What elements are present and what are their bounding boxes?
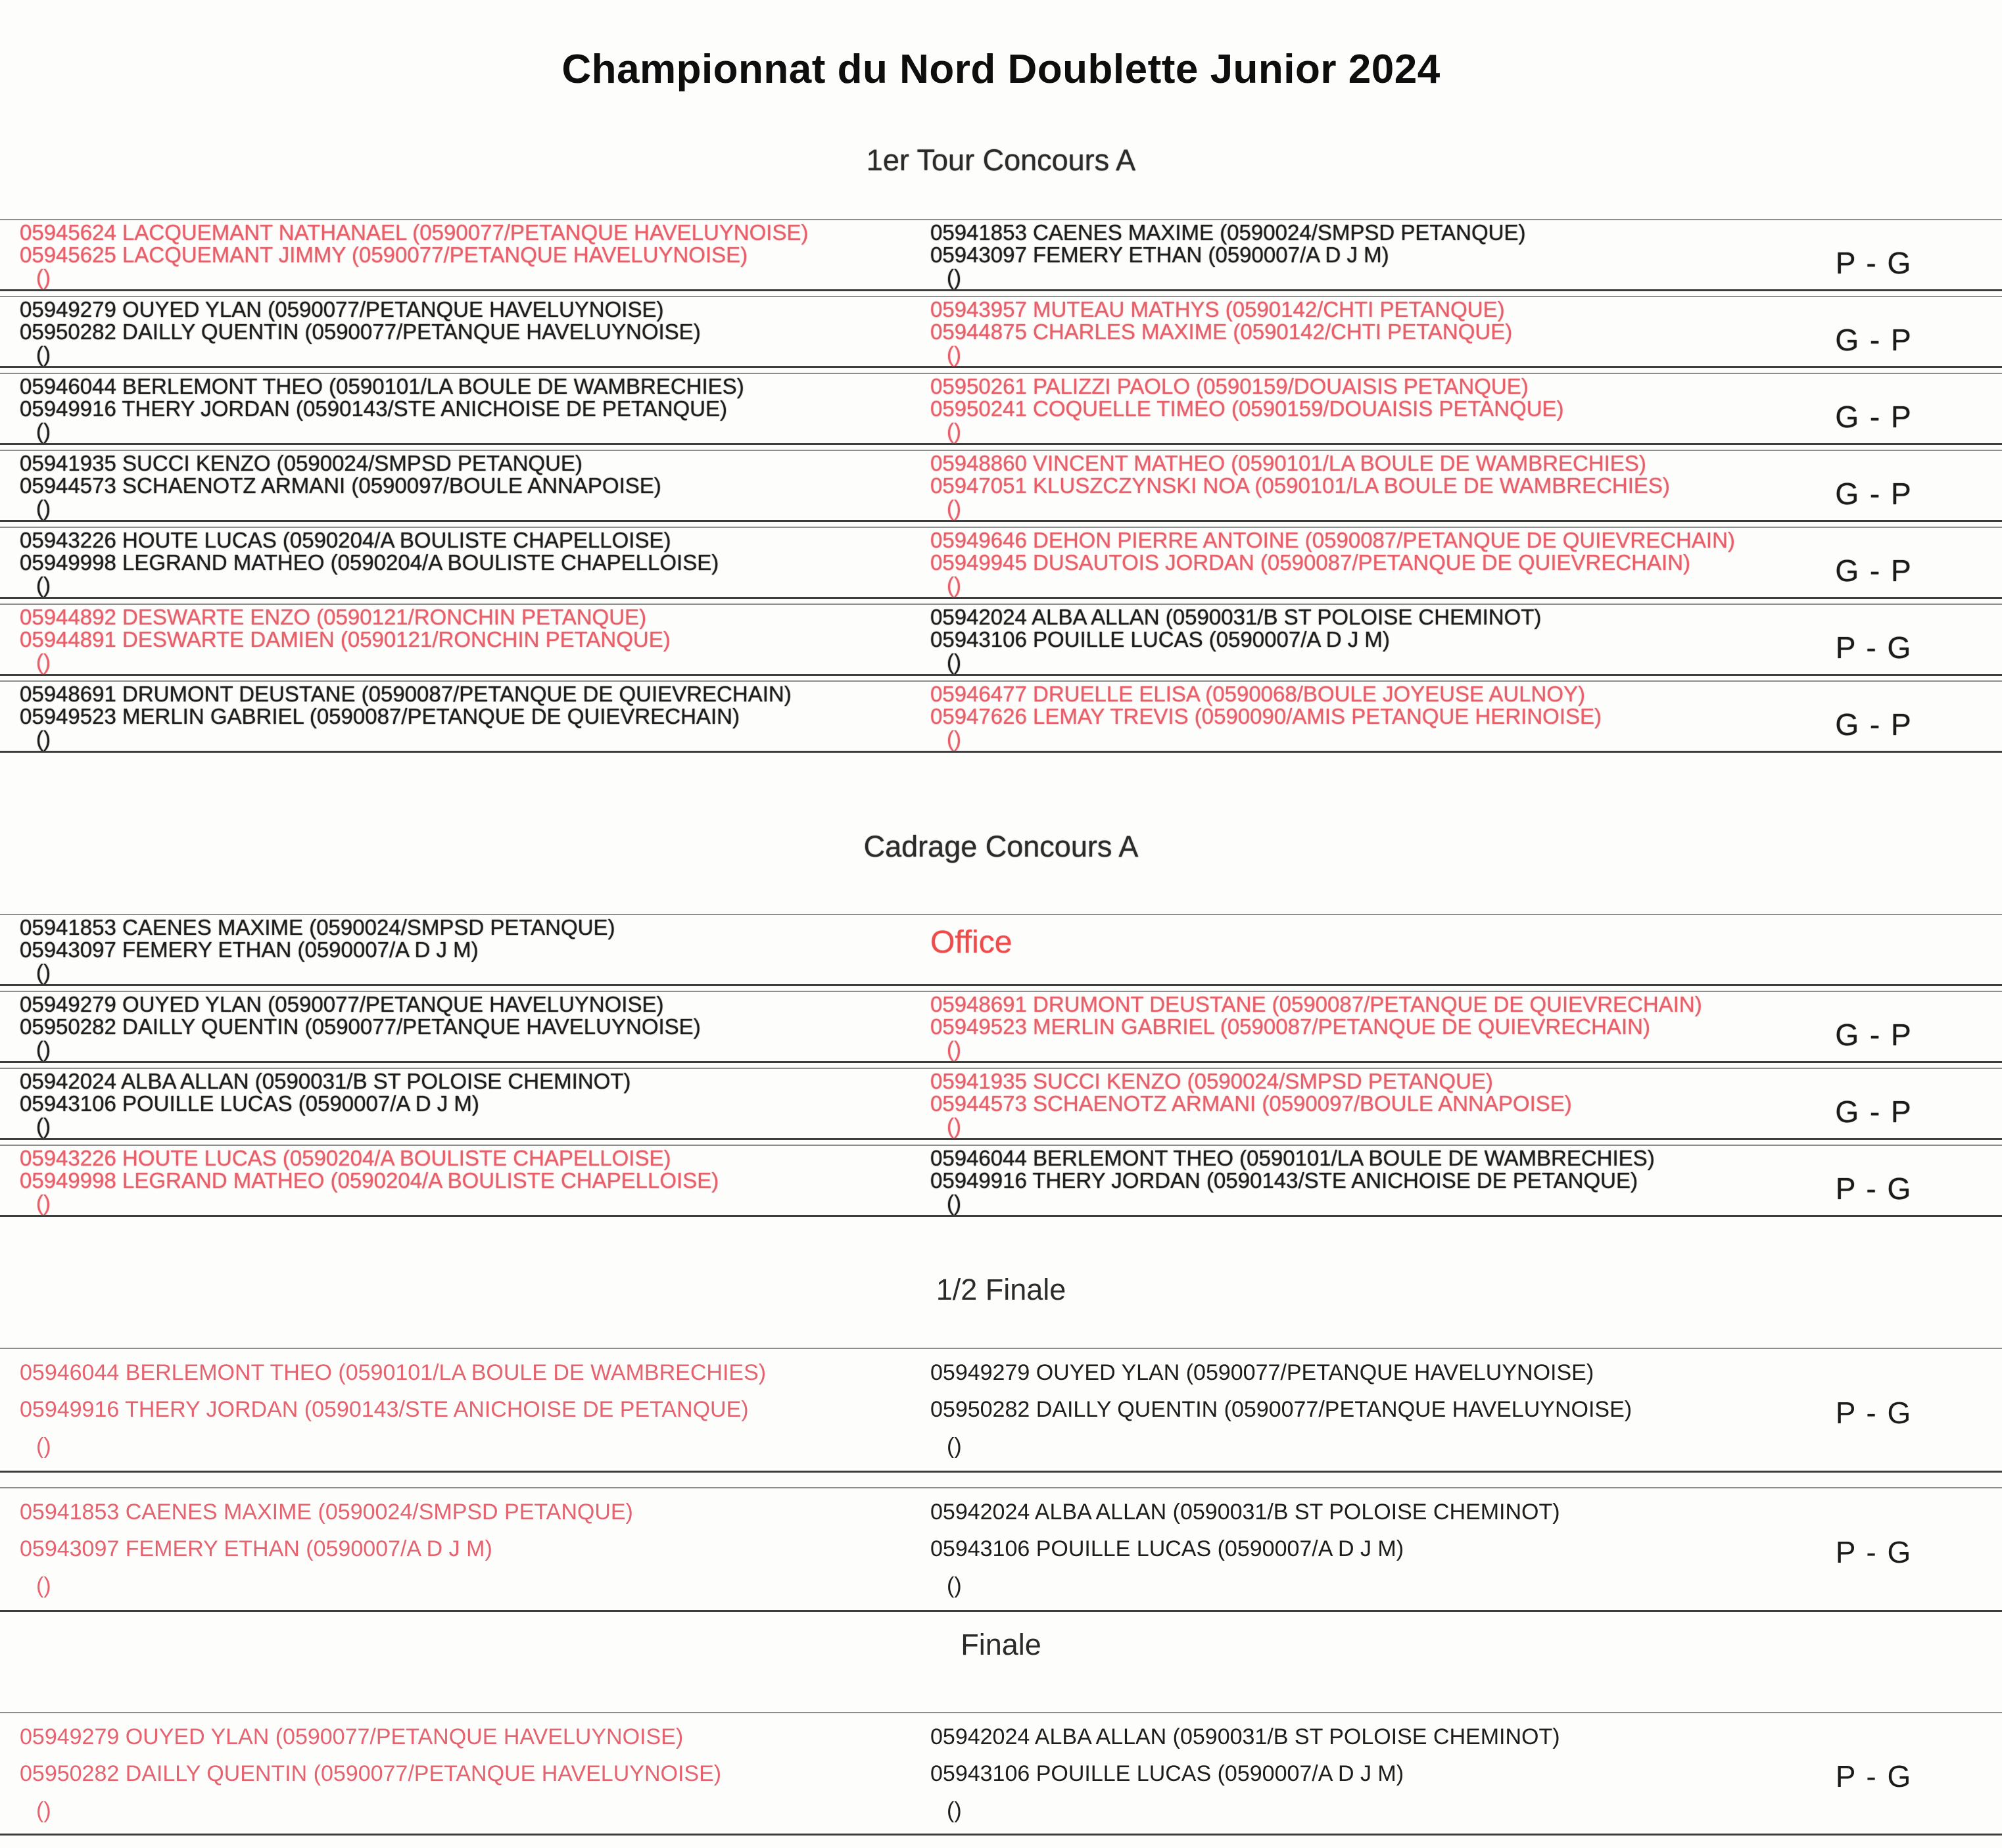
score-placeholder: () <box>947 342 961 366</box>
team-left <box>20 375 930 443</box>
player-line: 05942024 ALBA ALLAN (0590031/B ST POLOISE CHEMINOT) <box>930 605 1542 629</box>
team-right <box>930 529 1775 597</box>
player-line: 05946044 BERLEMONT THEO (0590101/LA BOULE DE WAMBRECHIES) <box>20 374 744 398</box>
score-placeholder: () <box>947 573 961 597</box>
team-right <box>930 993 1775 1061</box>
match-result: P - G <box>1835 1171 1913 1206</box>
player-line: 05946044 BERLEMONT THEO (0590101/LA BOULE DE WAMBRECHIES) <box>930 1146 1655 1170</box>
player-line: 05949646 DEHON PIERRE ANTOINE (0590087/PETANQUE DE QUIEVRECHAIN) <box>930 528 1735 552</box>
team-right <box>930 1718 1775 1834</box>
page-title: Championnat du Nord Doublette Junior 2024 <box>561 47 1441 92</box>
player-line: 05941935 SUCCI KENZO (0590024/SMPSD PETANQUE) <box>930 1069 1493 1093</box>
team-left <box>20 1070 930 1138</box>
team-right <box>930 1494 1775 1610</box>
match-row <box>0 680 2002 753</box>
player-line: 05949279 OUYED YLAN (0590077/PETANQUE HAVELUYNOISE) <box>930 1360 1594 1385</box>
score-placeholder: () <box>947 1114 961 1138</box>
player-line: 05944891 DESWARTE DAMIEN (0590121/RONCHIN PETANQUE) <box>20 627 671 652</box>
player-line: 05948691 DRUMONT DEUSTANE (0590087/PETANQUE DE QUIEVRECHAIN) <box>930 992 1702 1016</box>
team-right <box>930 222 1775 289</box>
player-line: 05943097 FEMERY ETHAN (0590007/A D J M) <box>930 243 1389 267</box>
score-placeholder: () <box>36 1114 51 1138</box>
score-placeholder: () <box>36 1037 51 1061</box>
score-placeholder: () <box>36 1191 51 1215</box>
match-row <box>0 296 2002 368</box>
score-placeholder: () <box>947 496 961 520</box>
match-row <box>0 527 2002 599</box>
score-placeholder: () <box>36 496 51 520</box>
player-line: 05942024 ALBA ALLAN (0590031/B ST POLOISE CHEMINOT) <box>930 1500 1560 1525</box>
team-right <box>930 298 1775 366</box>
player-line: 05943097 FEMERY ETHAN (0590007/A D J M) <box>20 1536 492 1561</box>
player-line: 05943106 POUILLE LUCAS (0590007/A D J M) <box>20 1091 479 1116</box>
player-line: 05949998 LEGRAND MATHEO (0590204/A BOULISTE CHAPELLOISE) <box>20 550 719 575</box>
player-line: 05949523 MERLIN GABRIEL (0590087/PETANQUE DE QUIEVRECHAIN) <box>930 1014 1650 1039</box>
match-result: P - G <box>1835 630 1913 665</box>
player-line: 05942024 ALBA ALLAN (0590031/B ST POLOISE CHEMINOT) <box>930 1724 1560 1749</box>
match-row <box>0 1712 2002 1836</box>
team-left <box>20 993 930 1061</box>
score-placeholder: () <box>947 1573 962 1598</box>
player-line: 05949523 MERLIN GABRIEL (0590087/PETANQUE DE QUIEVRECHAIN) <box>20 704 740 728</box>
player-line: 05948691 DRUMONT DEUSTANE (0590087/PETANQUE DE QUIEVRECHAIN) <box>20 682 792 706</box>
section-rows-demi-finale <box>0 1348 2002 1626</box>
team-right <box>930 916 1775 984</box>
team-right <box>930 683 1775 751</box>
score-placeholder: () <box>36 1573 51 1598</box>
score-placeholder: () <box>947 1434 962 1459</box>
player-line: 05946044 BERLEMONT THEO (0590101/LA BOULE DE WAMBRECHIES) <box>20 1360 767 1385</box>
office-label: Office <box>930 925 1013 960</box>
player-line: 05949279 OUYED YLAN (0590077/PETANQUE HAVELUYNOISE) <box>20 992 664 1016</box>
team-left <box>20 452 930 520</box>
section-heading-demi-finale: 1/2 Finale <box>936 1273 1066 1306</box>
player-line: 05942024 ALBA ALLAN (0590031/B ST POLOISE CHEMINOT) <box>20 1069 631 1093</box>
player-line: 05941853 CAENES MAXIME (0590024/SMPSD PETANQUE) <box>20 1500 633 1525</box>
team-right <box>930 452 1775 520</box>
team-right <box>930 375 1775 443</box>
score-placeholder: () <box>947 650 961 674</box>
score-placeholder: () <box>947 726 961 751</box>
section-rows-cadrage <box>0 914 2002 1221</box>
player-line: 05943226 HOUTE LUCAS (0590204/A BOULISTE CHAPELLOISE) <box>20 528 671 552</box>
match-row <box>0 1487 2002 1612</box>
team-right <box>930 1070 1775 1138</box>
match-result: G - P <box>1835 553 1913 588</box>
score-placeholder: () <box>36 726 51 751</box>
player-line: 05950241 COQUELLE TIMEO (0590159/DOUAISIS PETANQUE) <box>930 396 1564 421</box>
player-line: 05949916 THERY JORDAN (0590143/STE ANICHOISE DE PETANQUE) <box>20 396 727 421</box>
match-row <box>0 1348 2002 1473</box>
match-result: P - G <box>1835 1395 1913 1430</box>
player-line: 05950282 DAILLY QUENTIN (0590077/PETANQUE HAVELUYNOISE) <box>20 1014 701 1039</box>
score-placeholder: () <box>36 1434 51 1459</box>
match-result: G - P <box>1835 322 1913 357</box>
player-line: 05949916 THERY JORDAN (0590143/STE ANICHOISE DE PETANQUE) <box>20 1397 749 1422</box>
team-left <box>20 683 930 751</box>
score-placeholder: () <box>36 342 51 366</box>
score-placeholder: () <box>36 650 51 674</box>
score-placeholder: () <box>947 1798 962 1823</box>
player-line: 05941935 SUCCI KENZO (0590024/SMPSD PETANQUE) <box>20 451 583 475</box>
player-line: 05945625 LACQUEMANT JIMMY (0590077/PETANQUE HAVELUYNOISE) <box>20 243 748 267</box>
team-left <box>20 529 930 597</box>
player-line: 05949279 OUYED YLAN (0590077/PETANQUE HAVELUYNOISE) <box>20 1724 684 1749</box>
section-rows-finale <box>0 1712 2002 1848</box>
team-left <box>20 222 930 289</box>
player-line: 05943106 POUILLE LUCAS (0590007/A D J M) <box>930 627 1390 652</box>
match-row <box>0 450 2002 522</box>
team-right <box>930 606 1775 674</box>
player-line: 05941853 CAENES MAXIME (0590024/SMPSD PETANQUE) <box>930 220 1526 245</box>
player-line: 05950282 DAILLY QUENTIN (0590077/PETANQUE HAVELUYNOISE) <box>20 1761 722 1786</box>
team-left <box>20 1494 930 1610</box>
team-left <box>20 1354 930 1471</box>
player-line: 05941853 CAENES MAXIME (0590024/SMPSD PETANQUE) <box>20 915 615 939</box>
match-result: G - P <box>1835 1094 1913 1129</box>
match-result: P - G <box>1835 245 1913 280</box>
match-result: P - G <box>1835 1759 1913 1793</box>
team-left <box>20 606 930 674</box>
match-result: G - P <box>1835 399 1913 434</box>
team-left <box>20 298 930 366</box>
team-left <box>20 1147 930 1215</box>
player-line: 05946477 DRUELLE ELISA (0590068/BOULE JOYEUSE AULNOY) <box>930 682 1586 706</box>
player-line: 05944875 CHARLES MAXIME (0590142/CHTI PETANQUE) <box>930 320 1513 344</box>
score-placeholder: () <box>36 419 51 443</box>
score-placeholder: () <box>36 573 51 597</box>
team-left <box>20 916 930 984</box>
score-placeholder: () <box>947 265 961 289</box>
player-line: 05949279 OUYED YLAN (0590077/PETANQUE HAVELUYNOISE) <box>20 297 664 321</box>
player-line: 05950282 DAILLY QUENTIN (0590077/PETANQUE HAVELUYNOISE) <box>930 1397 1633 1422</box>
team-right <box>930 1147 1775 1215</box>
match-result: G - P <box>1835 476 1913 511</box>
match-row <box>0 373 2002 445</box>
player-line: 05950282 DAILLY QUENTIN (0590077/PETANQUE HAVELUYNOISE) <box>20 320 701 344</box>
score-placeholder: () <box>947 1191 961 1215</box>
player-line: 05949916 THERY JORDAN (0590143/STE ANICHOISE DE PETANQUE) <box>930 1168 1638 1193</box>
player-line: 05944573 SCHAENOTZ ARMANI (0590097/BOULE ANNAPOISE) <box>930 1091 1572 1116</box>
match-row <box>0 1145 2002 1217</box>
score-placeholder: () <box>36 265 51 289</box>
score-placeholder: () <box>947 419 961 443</box>
player-line: 05947626 LEMAY TREVIS (0590090/AMIS PETANQUE HERINOISE) <box>930 704 1602 728</box>
player-line: 05944892 DESWARTE ENZO (0590121/RONCHIN PETANQUE) <box>20 605 647 629</box>
match-row <box>0 604 2002 676</box>
match-row <box>0 1068 2002 1140</box>
score-placeholder: () <box>36 960 51 984</box>
section-rows-1er-tour <box>0 219 2002 757</box>
player-line: 05949998 LEGRAND MATHEO (0590204/A BOULISTE CHAPELLOISE) <box>20 1168 719 1193</box>
team-left <box>20 1718 930 1834</box>
player-line: 05944573 SCHAENOTZ ARMANI (0590097/BOULE ANNAPOISE) <box>20 473 661 498</box>
score-placeholder: () <box>947 1037 961 1061</box>
player-line: 05949945 DUSAUTOIS JORDAN (0590087/PETANQUE DE QUIEVRECHAIN) <box>930 550 1691 575</box>
match-result: G - P <box>1835 1017 1913 1052</box>
score-placeholder: () <box>36 1798 51 1823</box>
player-line: 05950261 PALIZZI PAOLO (0590159/DOUAISIS PETANQUE) <box>930 374 1529 398</box>
player-line: 05948860 VINCENT MATHEO (0590101/LA BOULE DE WAMBRECHIES) <box>930 451 1646 475</box>
match-row <box>0 219 2002 291</box>
player-line: 05945624 LACQUEMANT NATHANAEL (0590077/PETANQUE HAVELUYNOISE) <box>20 220 809 245</box>
match-row <box>0 991 2002 1063</box>
match-row <box>0 914 2002 986</box>
player-line: 05943097 FEMERY ETHAN (0590007/A D J M) <box>20 937 479 962</box>
section-heading-finale: Finale <box>961 1628 1041 1661</box>
section-heading-cadrage: Cadrage Concours A <box>863 830 1139 863</box>
section-heading-1er-tour: 1er Tour Concours A <box>866 143 1136 177</box>
player-line: 05943106 POUILLE LUCAS (0590007/A D J M) <box>930 1536 1404 1561</box>
team-right <box>930 1354 1775 1471</box>
match-result: G - P <box>1835 707 1913 742</box>
player-line: 05943226 HOUTE LUCAS (0590204/A BOULISTE CHAPELLOISE) <box>20 1146 671 1170</box>
player-line: 05947051 KLUSZCZYNSKI NOA (0590101/LA BOULE DE WAMBRECHIES) <box>930 473 1670 498</box>
player-line: 05943957 MUTEAU MATHYS (0590142/CHTI PETANQUE) <box>930 297 1505 321</box>
player-line: 05943106 POUILLE LUCAS (0590007/A D J M) <box>930 1761 1404 1786</box>
match-result: P - G <box>1835 1534 1913 1569</box>
